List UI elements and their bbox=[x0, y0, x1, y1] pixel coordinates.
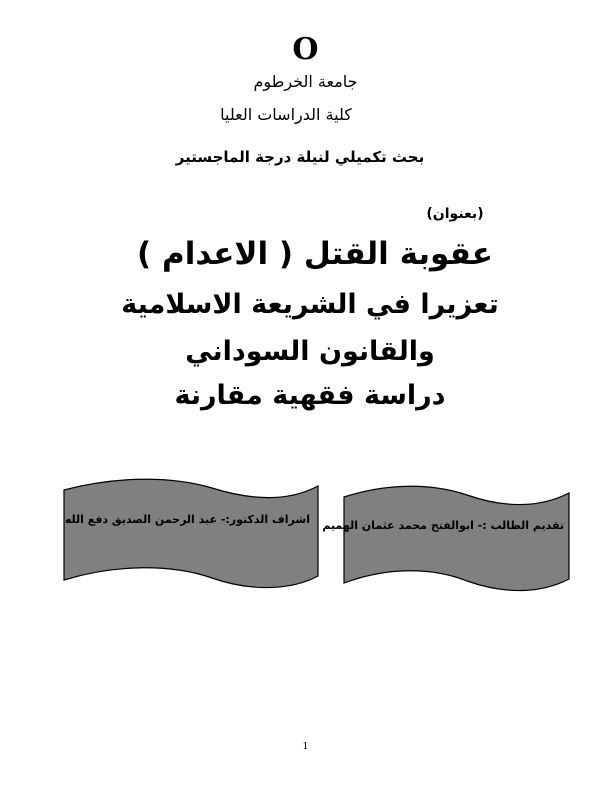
title-line-2: تعزيرا في الشريعة الاسلامية bbox=[121, 289, 499, 320]
page-number: 1 bbox=[302, 742, 309, 752]
university-emblem: O bbox=[292, 32, 319, 67]
university-name: جامعة الخرطوم bbox=[253, 72, 358, 91]
title-line-3: والقانون السوداني bbox=[185, 336, 435, 367]
research-type: بحث تكميلي لنيلة درجة الماجستير bbox=[175, 148, 425, 166]
supervisor-label: اشراف الدكتور:- عبد الرحمن الصديق دفع الله bbox=[64, 513, 310, 526]
student-label: تقديم الطالب :- ابوالفتح محمد عثمان الهميم bbox=[322, 519, 564, 532]
faculty-name: كلية الدراسات العليا bbox=[220, 105, 352, 124]
student-banner-shape bbox=[322, 483, 572, 595]
supervisor-banner-shape bbox=[62, 478, 322, 592]
entitled-label: (بعنوان) bbox=[426, 206, 484, 222]
title-line-4: دراسة فقهية مقارنة bbox=[174, 380, 446, 411]
title-line-1: عقوبة القتل ( الاعدام ) bbox=[137, 236, 493, 272]
